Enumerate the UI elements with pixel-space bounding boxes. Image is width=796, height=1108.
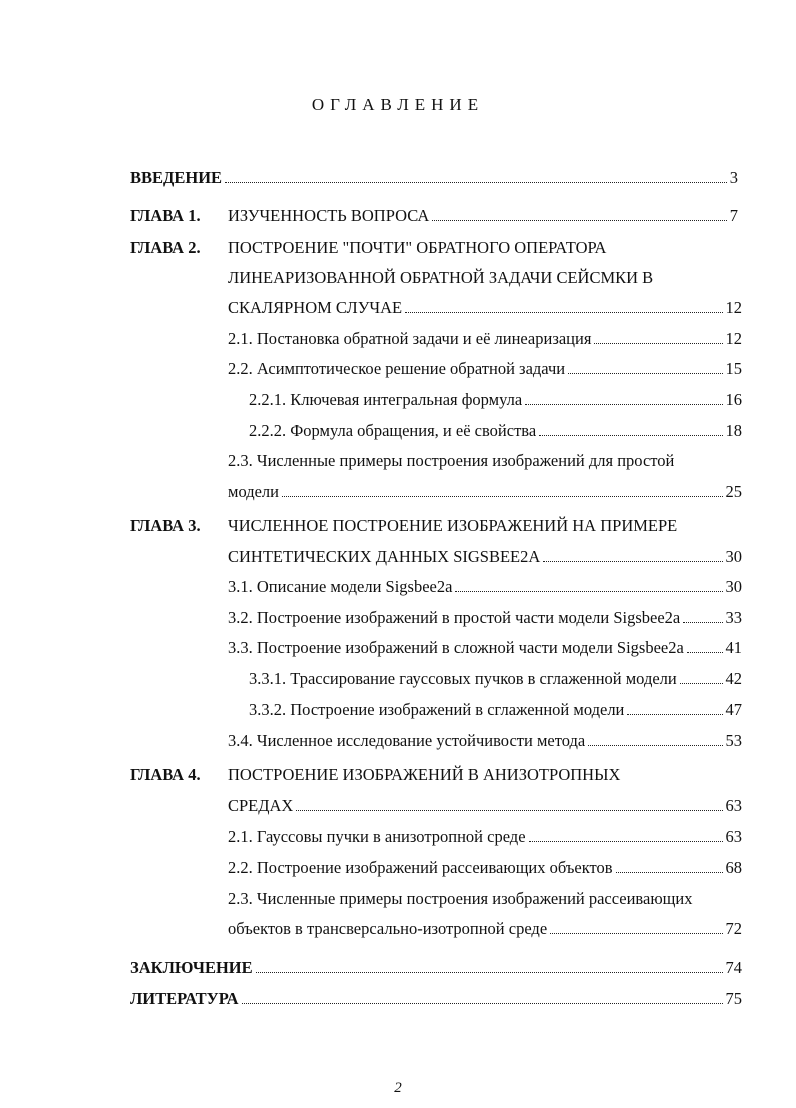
dot-leader	[256, 957, 723, 973]
dot-leader	[543, 546, 722, 562]
toc-title: 2.3. Численные примеры построения изображений рассеивающих	[228, 889, 693, 908]
toc-title: ИЗУЧЕННОСТЬ ВОПРОСА	[228, 206, 430, 225]
toc-title: 2.3. Численные примеры построения изображений для простой	[228, 451, 675, 470]
dot-leader	[405, 297, 722, 313]
toc-title: ЧИСЛЕННОЕ ПОСТРОЕНИЕ ИЗОБРАЖЕНИЙ НА ПРИМЕРЕ	[228, 516, 678, 535]
toc-entry-2-2[interactable]	[228, 358, 742, 380]
page-number: 16	[725, 390, 742, 409]
page-number: 68	[725, 858, 742, 877]
dot-leader	[683, 607, 722, 623]
toc-entry-4-1[interactable]	[228, 826, 742, 848]
chapter-label: ГЛАВА 3.	[130, 516, 201, 535]
page-number: 63	[725, 827, 742, 846]
page-number: 42	[725, 669, 742, 688]
toc-entry-conclusion[interactable]	[130, 957, 742, 979]
toc-title: 3.1. Описание модели Sigsbee2a	[228, 577, 453, 596]
toc-entry-ch4[interactable]	[228, 795, 742, 817]
toc-entry-3-3-2[interactable]	[249, 699, 742, 721]
dot-leader	[539, 420, 722, 436]
dot-leader	[242, 988, 723, 1004]
dot-leader	[282, 481, 723, 497]
dot-leader	[529, 826, 723, 842]
toc-entry-ch2[interactable]	[228, 297, 742, 319]
page-footer-number: 2	[394, 1080, 402, 1096]
toc-entry-ch1[interactable]	[228, 205, 738, 227]
page-number: 15	[725, 359, 742, 378]
page-number: 33	[725, 608, 742, 627]
toc-title: 2.1. Гауссовы пучки в анизотропной среде	[228, 827, 526, 846]
toc-label: ЛИТЕРАТУРА	[130, 989, 239, 1008]
dot-leader	[455, 576, 722, 592]
toc-title: 3.3. Построение изображений в сложной части модели Sigsbee2a	[228, 638, 684, 657]
toc-entry-4-3[interactable]	[228, 918, 742, 940]
page-number: 74	[725, 958, 742, 977]
dot-leader	[616, 857, 723, 873]
dot-leader	[687, 637, 723, 653]
page-number: 3	[729, 168, 738, 187]
dot-leader	[550, 918, 722, 934]
toc-entry-2-1[interactable]	[228, 328, 742, 350]
toc-title: СКАЛЯРНОМ СЛУЧАЕ	[228, 298, 403, 317]
dot-leader	[594, 328, 722, 344]
page-number: 72	[725, 919, 742, 938]
toc-entry-3-4[interactable]	[228, 730, 742, 752]
dot-leader	[680, 668, 723, 684]
toc-title: 2.2. Асимптотическое решение обратной задачи	[228, 359, 566, 378]
toc-entry-3-3-1[interactable]	[249, 668, 742, 690]
chapter-label: ГЛАВА 4.	[130, 765, 201, 784]
dot-leader	[296, 795, 722, 811]
chapter-label: ГЛАВА 2.	[130, 238, 201, 257]
chapter-label: ГЛАВА 1.	[130, 206, 201, 225]
page-number: 18	[725, 421, 742, 440]
toc-entry-3-1[interactable]	[228, 576, 742, 598]
dot-leader	[588, 730, 722, 746]
page-number: 63	[725, 796, 742, 815]
toc-title: СРЕДАХ	[228, 796, 294, 815]
toc-title: 3.3.1. Трассирование гауссовых пучков в сглаженной модели	[249, 669, 677, 688]
page-number: 41	[725, 638, 742, 657]
toc-title: ПОСТРОЕНИЕ ИЗОБРАЖЕНИЙ В АНИЗОТРОПНЫХ	[228, 765, 621, 784]
toc-title: объектов в трансверсально-изотропной среде	[228, 919, 548, 938]
toc-entry-2-3[interactable]	[228, 481, 742, 503]
toc-entry-3-2[interactable]	[228, 607, 742, 629]
toc-title: 2.2.2. Формула обращения, и её свойства	[249, 421, 537, 440]
toc-title: модели	[228, 482, 279, 501]
page-number: 12	[725, 298, 742, 317]
toc-title: 2.2. Построение изображений рассеивающих объектов	[228, 858, 613, 877]
toc-label: ВВЕДЕНИЕ	[130, 168, 223, 187]
page-number: 25	[725, 482, 742, 501]
toc-entry-3-3[interactable]	[228, 637, 742, 659]
dot-leader	[568, 358, 722, 374]
toc-entry-literature[interactable]	[130, 988, 742, 1010]
page-number: 53	[725, 731, 742, 750]
toc-entry-ch3[interactable]	[228, 546, 742, 568]
page-title: ОГЛАВЛЕНИЕ	[311, 95, 485, 114]
toc-title: ЛИНЕАРИЗОВАННОЙ ОБРАТНОЙ ЗАДАЧИ СЕЙСМКИ В	[228, 268, 654, 287]
toc-entry-2-2-1[interactable]	[249, 389, 742, 411]
toc-title: 3.4. Численное исследование устойчивости метода	[228, 731, 586, 750]
toc-title: ПОСТРОЕНИЕ "ПОЧТИ" ОБРАТНОГО ОПЕРАТОРА	[228, 238, 607, 257]
page-number: 12	[725, 329, 742, 348]
page-number: 7	[729, 206, 738, 225]
page-number: 30	[725, 577, 742, 596]
toc-title: 2.2.1. Ключевая интегральная формула	[249, 390, 523, 409]
dot-leader	[525, 389, 722, 405]
dot-leader	[225, 167, 727, 183]
page-number: 30	[725, 547, 742, 566]
toc-label: ЗАКЛЮЧЕНИЕ	[130, 958, 253, 977]
toc-title: 2.1. Постановка обратной задачи и её линеаризация	[228, 329, 592, 348]
toc-entry-intro[interactable]	[130, 167, 738, 189]
toc-title: СИНТЕТИЧЕСКИХ ДАННЫХ SIGSBEE2A	[228, 547, 541, 566]
toc-title: 3.3.2. Построение изображений в сглаженной модели	[249, 700, 625, 719]
toc-title: 3.2. Построение изображений в простой части модели Sigsbee2a	[228, 608, 681, 627]
dot-leader	[432, 205, 726, 221]
toc-entry-2-2-2[interactable]	[249, 420, 742, 442]
page-number: 75	[725, 989, 742, 1008]
toc-entry-4-2[interactable]	[228, 857, 742, 879]
dot-leader	[627, 699, 722, 715]
page-number: 47	[725, 700, 742, 719]
